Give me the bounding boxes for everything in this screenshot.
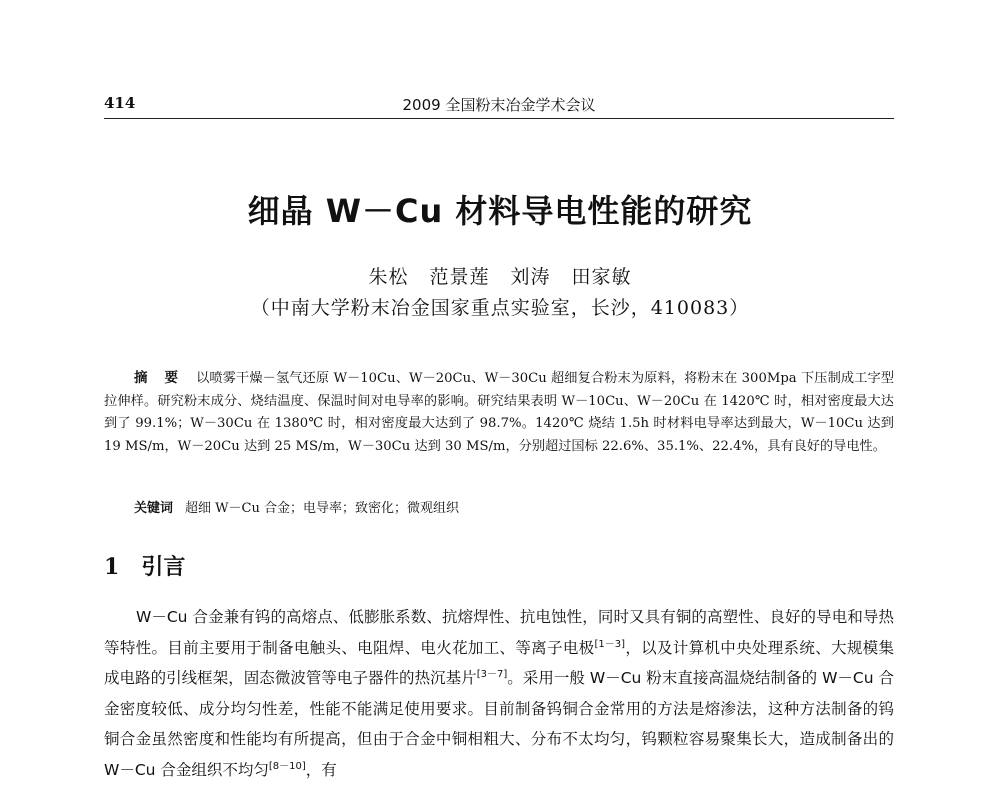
page-header <box>104 92 894 119</box>
body-text-2: ，以及计算机中央处理系统、大规模集成电路的引线框架，固态微波管等电子器件的热沉基片 <box>104 638 894 687</box>
citation: [8－10] <box>268 760 306 772</box>
keywords-label: 关键词 <box>134 501 174 516</box>
section-number: 1 <box>104 554 120 580</box>
paper-title: 细晶 W－Cu 材料导电性能的研究 <box>247 192 753 230</box>
citation: [3－7] <box>476 668 508 680</box>
section-heading <box>104 550 185 581</box>
affiliation: （中南大学粉末冶金国家重点实验室，长沙，410083） <box>250 297 750 319</box>
section-title: 引言 <box>141 554 186 580</box>
page-number: 414 <box>104 94 136 112</box>
keywords-text: 超细 W－Cu 合金；电导率；致密化；微观组织 <box>185 501 459 516</box>
author-list: 朱松 范景莲 刘涛 田家敏 <box>368 266 632 288</box>
citation: [1－3] <box>594 638 626 650</box>
running-title: 2009 全国粉末冶金学术会议 <box>402 96 596 114</box>
abstract-text: 以喷雾干燥－氢气还原 W－10Cu、W－20Cu、W－30Cu 超细复合粉末为原料，将粉末在 300Mpa 下压制成工字型拉伸样。研究粉末成分、烧结温度、保温时间对电导率的影响。研究结果表明 W－10Cu、W－20Cu 在 1420℃ 时，相对密度最大达到了 99.1%；W－30Cu 在 1380℃ 时，相对密度最大达到了 98.7%。1420℃ 烧结 1.5h 时材料电导率达到最大，W－10Cu 达到 19 MS/m，W－20Cu 达到 25 MS/m，W－30Cu 达到 30 MS/m，分别超过国标 22.6%、35.1%、22.4%，具有良好的导电性。 <box>104 371 895 455</box>
keywords <box>134 498 459 520</box>
abstract <box>104 367 894 459</box>
body-paragraph <box>104 602 894 785</box>
body-text-4: ，有 <box>305 760 337 779</box>
body-text-3: 。采用一般 W－Cu 粉末直接高温烧结制备的 W－Cu 合金密度较低、成分均匀性差，性能不能满足使用要求。目前制备钨铜合金常用的方法是熔渗法，这种方法制备的钨铜合金虽然密度和性能均有所提高，但由于合金中铜相粗大、分布不太均匀，钨颗粒容易聚集长大，造成制备出的 W－Cu 合金组织不均匀 <box>104 669 894 779</box>
abstract-label: 摘 要 <box>134 370 185 386</box>
body-text-1: W－Cu 合金兼有钨的高熔点、低膨胀系数、抗熔焊性、抗电蚀性，同时又具有铜的高塑性、良好的导电和导热等特性。目前主要用于制备电触头、电阻焊、电火花加工、等离子电极 <box>104 608 894 657</box>
